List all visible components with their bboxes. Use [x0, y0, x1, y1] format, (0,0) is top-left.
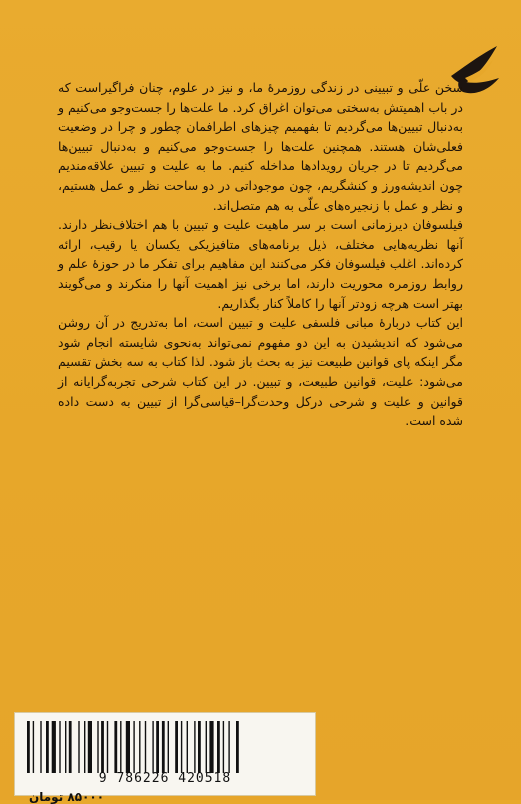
synopsis-text — [58, 78, 463, 431]
barcode-icon — [27, 721, 303, 773]
barcode-panel — [14, 712, 316, 804]
synopsis-paragraph: این کتاب دربارهٔ مبانی فلسفی علیت و تبیین است، اما به‌تدریج در آن روشن می‌شود که اندیشیدن به این دو مفهوم نمی‌تواند به‌نحوی شایسته انجام شود مگر اینکه پای قوانین طبیعت نیز به بحث باز شود. لذا کتاب به سه بخش تقسیم می‌شود: علیت، قوانین طبیعت، و تبیین. در این کتاب شرحی تجربه‌گرایانه از قوانین و علیت و شرحی درکل وحدت‌گرا–قیاسی‌گرا از تبیین به دست داده شده است. — [58, 315, 463, 429]
price-label: ۸۵۰۰۰ تومان — [29, 790, 105, 804]
isbn-number: 9 786226 420518 — [98, 771, 232, 786]
synopsis-paragraph: سخن علّی و تبیینی در زندگی روزمرهٔ ما، و نیز در علوم، چنان فراگیراست که در باب اهمیتش به‌سختی می‌توان اغراق کرد. ما علت‌ها را جست‌وجو می‌کنیم و به‌دنبال تبیین‌ها می‌گردیم تا بفهمیم چیزهای اطرافمان چطور و چرا در وضعیت فعلی‌شان هستند. همچنین علت‌ها را جست‌وجو می‌کنیم و به‌دنبال تبیین‌ها می‌گردیم تا در جریان رویدادها مداخله کنیم. ما به علیت و تبیین علاقه‌مندیم چون اندیشه‌ورز و کنشگریم، چون موجوداتی در دو ساحت نظر و عمل هستیم، و نظر و عمل با زنجیره‌های علّی به هم متصل‌اند. — [58, 80, 463, 213]
synopsis-paragraph: فیلسوفان دیرزمانی است بر سر ماهیت علیت و تبیین با هم اختلاف‌نظر دارند. آنها نظریه‌هایی مختلف، ذیل برنامه‌های متافیزیکی یکسان یا رقیب، ارائه کرده‌اند. اغلب فیلسوفان فکر می‌کنند این مفاهیم برای تفکر ما در حوزهٔ علم و روابط روزمره محوریت دارند، اما برخی نیز اهمیت آنها را منکرند و می‌گویند بهتر است هرچه زودتر آنها را کاملاً کنار بگذاریم. — [58, 217, 463, 311]
